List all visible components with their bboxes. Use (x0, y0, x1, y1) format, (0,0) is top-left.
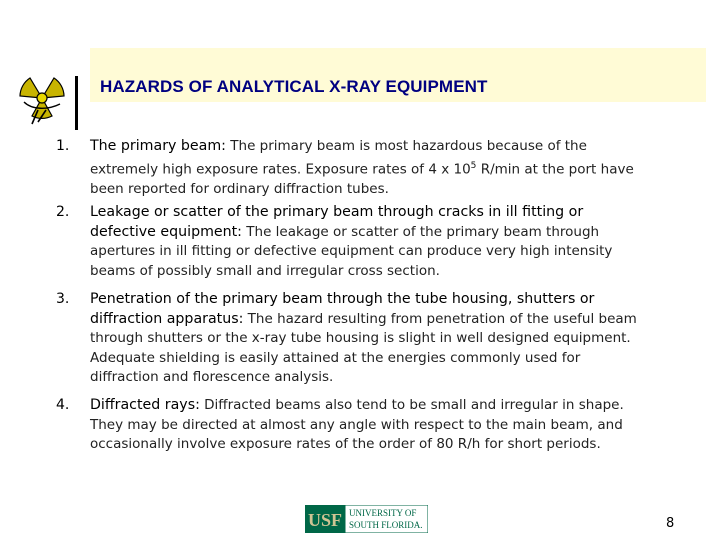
item-text-after: R/min at the port have been reported for ordinary diffraction tubes. (90, 161, 634, 197)
usf-logo (305, 505, 428, 533)
page-title: HAZARDS OF ANALYTICAL X-RAY EQUIPMENT (100, 77, 488, 96)
item-number: 4. (56, 397, 70, 413)
item-number: 3. (56, 291, 70, 307)
item-text: The hazard resulting from penetration of the useful beam through shutters or the x-ray tube housing is slight in well designed equipment. Adequate shielding is easily attained at the energies commonly used for diffraction and florescence analysis. (90, 310, 637, 385)
usf-logo-mark: USF (307, 510, 343, 530)
item-heading: The primary beam: (90, 138, 226, 154)
item-heading: Diffracted rays: (90, 397, 200, 413)
item-text: Diffracted beams also tend to be small and irregular in shape. They may be directed at almost any angle with respect to the main beam, and occasionally involve exposure rates of the order of 80 R/h for short periods. (90, 397, 624, 452)
item-number: 2. (56, 204, 70, 220)
item-text: The leakage or scatter of the primary beam through apertures in ill fitting or defective equipment can produce very high intensity beams of possibly small and irregular cross section. (90, 223, 613, 279)
item-body (90, 290, 650, 388)
item-superscript: 5 (470, 160, 477, 171)
item-body (90, 137, 650, 199)
item-body (90, 396, 650, 455)
item-text: The primary beam is most hazardous because of the extremely high exposure rates. Exposure rates of 4 x 10 (90, 138, 587, 177)
item-heading: Leakage or scatter of the primary beam through cracks in ill fitting or defective equipment: (90, 204, 584, 240)
item-body (90, 203, 650, 281)
usf-logo-line1: UNIVERSITY OF (349, 508, 417, 518)
page-number: 8 (666, 516, 675, 531)
item-heading: Penetration of the primary beam through the tube housing, shutters or diffraction apparatus: (90, 291, 595, 327)
usf-logo-line2: SOUTH FLORIDA. (349, 520, 423, 530)
item-number: 1. (56, 138, 70, 154)
